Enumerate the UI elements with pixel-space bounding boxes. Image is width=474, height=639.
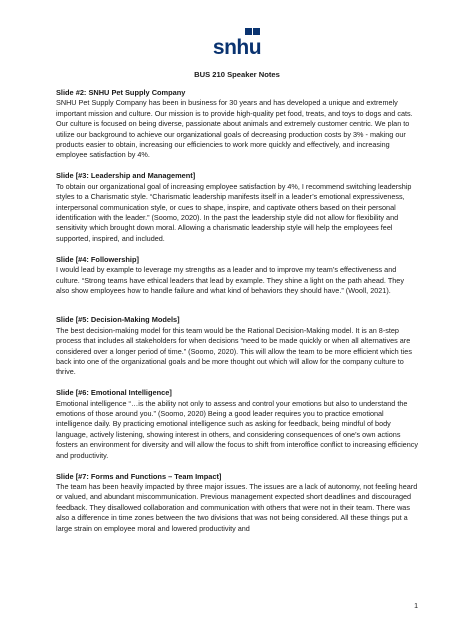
section-heading: Slide [#7: Forms and Functions – Team Impact] (56, 471, 222, 481)
section-slide-4 (56, 255, 418, 297)
document-title: BUS 210 Speaker Notes (194, 70, 280, 79)
page-number: 1 (414, 603, 418, 610)
section-heading: Slide [#5: Decision-Making Models] (56, 315, 180, 325)
section-body: The best decision-making model for this team would be the Rational Decision-Making model. It is an 8-step process that includes all stakeholders for when decisions “need to be made quickly or when all alternatives are considered over a longer period of time.” (Soomo, 2020). This will allow the team to be more efficient which ties back into one of the organizational goals and be more thought out which will allow for the company culture to thrive. (56, 325, 412, 377)
section-heading: Slide #2: SNHU Pet Supply Company (56, 88, 186, 97)
snhu-logo-mark (205, 26, 269, 62)
document-page (0, 26, 474, 639)
section-body: I would lead by example to leverage my strengths as a leader and to improve my team’s effectiveness and culture. “Strong teams have ethical leaders that lead by example. They shine a light on the path ahead. They also show employees how to handle failure and what kind of behaviors they should have.” (Wooll, 2021). (56, 265, 404, 295)
section-slide-3 (56, 171, 418, 244)
section-slide-5 (56, 315, 418, 377)
section-slide-2 (56, 88, 418, 161)
snhu-logo (56, 26, 418, 62)
section-heading: Slide [#6: Emotional Intelligence] (56, 388, 172, 398)
section-heading: Slide [#4: Followership] (56, 254, 139, 264)
section-body: The team has been heavily impacted by three major issues. The issues are a lack of autonomy, not feeling heard or valued, and abundant miscommunication. Previous management expected short deadlines and discouraged feedback. They disallowed collaboration and communication with others that were not in their team. There was also a difference in time zones between the two divisions that was not being considered. All these things put a large strain on employee moral and lowered productivity and (56, 482, 418, 533)
svg-text:snhu: snhu (212, 36, 262, 59)
section-slide-6 (56, 388, 418, 461)
section-body: Emotional intelligence “…is the ability not only to assess and control your emotions but also to understand the emotions of those around you.” (Soomo, 2020) Being a good leader requires you to practice emotional intelligence daily. By practicing emotional intelligence such as asking for feedback, being mindful of body language, actively listening, showing interest in others, and considering consequences of one’s own actions fosters an environment for diversity and will allow the focus to shift from interoffice conflict to increasing efficiency and productivity. (56, 398, 418, 460)
section-heading: Slide [#3: Leadership and Management] (56, 171, 196, 181)
section-body: SNHU Pet Supply Company has been in business for 30 years and has developed a unique and extremely important mission and culture. Our mission is to provide high-quality pet food, treats, and toys to dogs and cats. Our culture is focused on being diverse, passionate about animals and extremely customer centric. We plan to utilize our background to achieve our organizational goals of decreasing production costs by 3% - making our products easier to obtain, increasing our efficiencies to work more quickly and effectively, and increasing employee satisfaction by 4%. (56, 98, 413, 160)
section-slide-7 (56, 472, 418, 534)
section-body: To obtain our organizational goal of increasing employee satisfaction by 4%, I recommend switching leadership styles to a Charismatic style. “Charismatic leadership manifests itself in a leader’s emotional expressiveness, interpersonal communication style, or cues to shape, inspire, and captivate others based on their personal identification with the leader.” (Soomo, 2020). In the past the leadership style did not allow for flexibility and sensitivity which brought down moral. Allowing a charismatic leadership style will help the employees feel supported, inspired, and included. (56, 181, 412, 243)
